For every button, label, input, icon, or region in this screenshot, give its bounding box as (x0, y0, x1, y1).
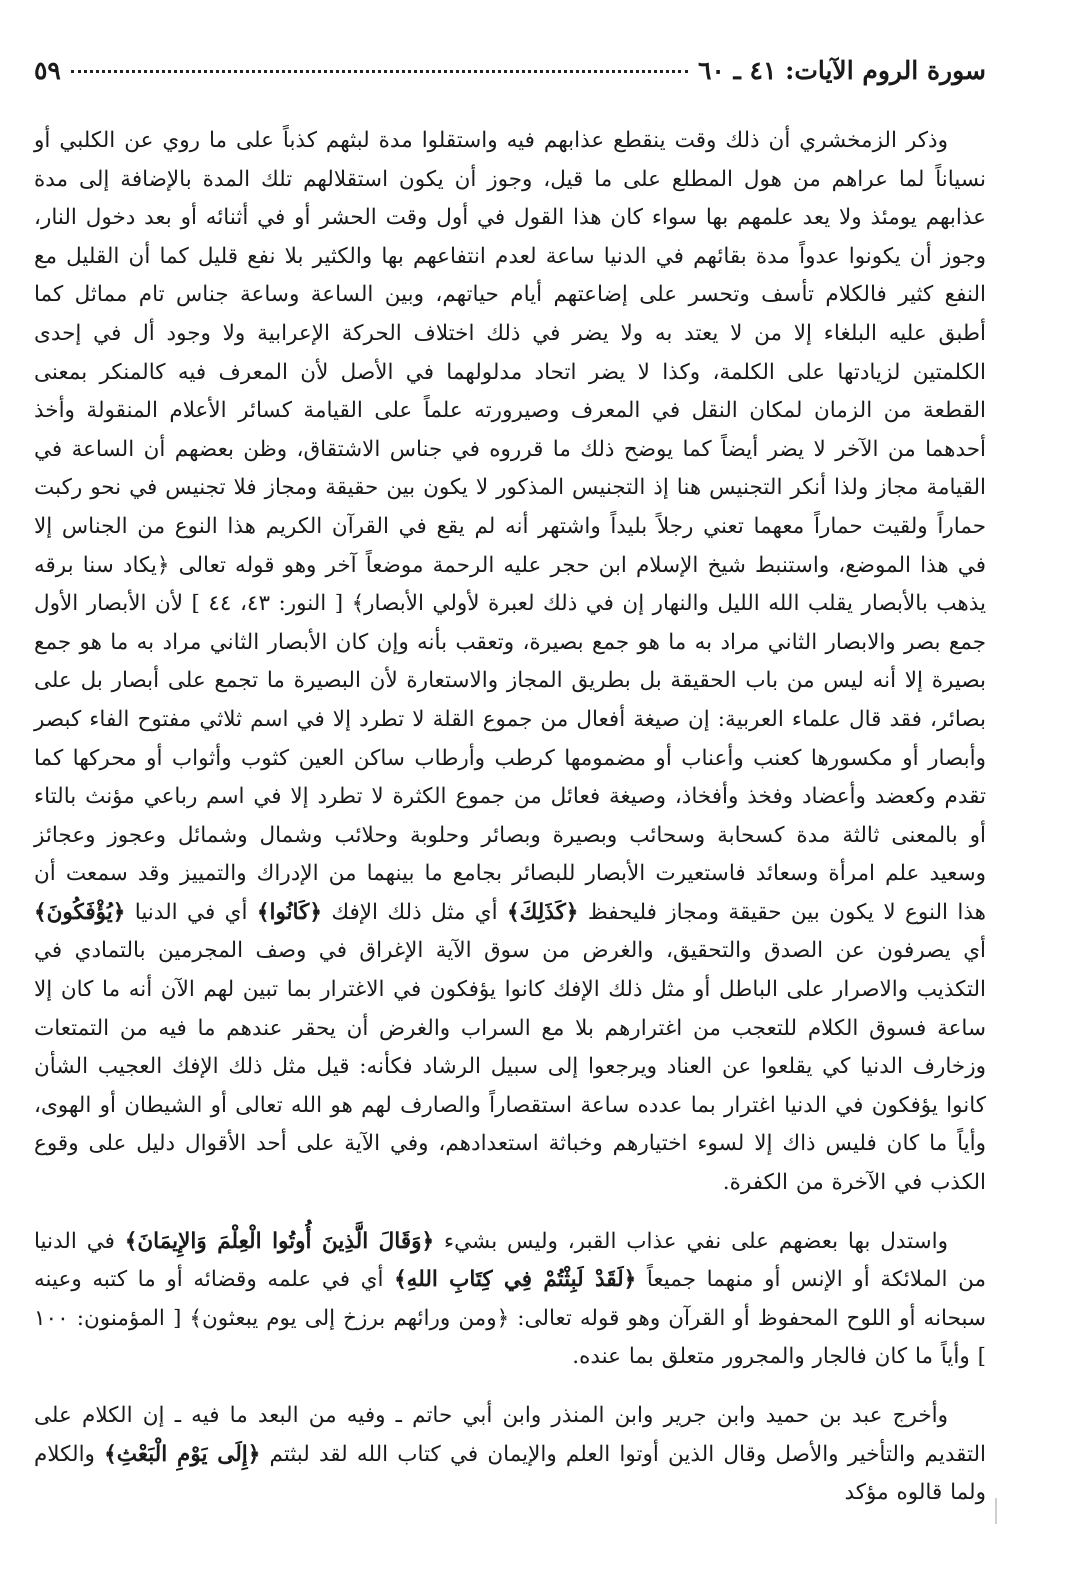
quran-verse: ﴿كَانُوا﴾ (256, 899, 322, 925)
running-header (34, 56, 986, 96)
text-segment: وأخرج عبد بن حميد وابن جرير وابن المنذر وابن أبي حاتم ـ وفيه من البعد ما فيه ـ إن الكلام على التقديم والتأخير والأصل وقال الذين أوتوا العلم والإيمان في كتاب الله لقد لبثتم (34, 1403, 986, 1467)
text-segment: في الدنيا من الملائكة أو الإنس أو منهما جميعاً (34, 1228, 986, 1293)
scan-mark (995, 1498, 997, 1524)
quran-verse: ﴿إِلَى يَوْمِ الْبَعْثِ﴾ (104, 1441, 261, 1467)
quran-verse: ﴿لَقَدْ لَبِثْتُمْ فِي كِتَابِ اللهِ﴾ (394, 1267, 637, 1293)
page-number: ٥٩ (34, 56, 61, 85)
paragraph-3 (34, 1397, 986, 1513)
quran-verse: ﴿وَقَالَ الَّذِينَ أُوتُوا الْعِلْمَ وَالإِيمَانَ﴾ (124, 1228, 435, 1254)
paragraph-2 (34, 1223, 986, 1377)
text-segment: والكلام ولما قالوه مؤكد (34, 1441, 986, 1506)
surah-title: سورة الروم الآيات: ٤١ ـ ٦٠ (697, 56, 986, 85)
paragraph-1 (34, 122, 986, 1203)
text-segment: أي يصرفون عن الصدق والتحقيق، والغرض من سوق الآية الإغراق في وصف المجرمين بالتمادي في التكذيب والاصرار على الباطل أو مثل ذلك الإفك كانوا يؤفكون في الاغترار بما تبين لهم الآن أنه ما كان إلا ساعة فسوق الكلام للتعجب من اغترارهم بلا مع السراب والغرض أن يحقر عندهم ما فيه من التمتعات وزخارف الدنيا كي يقلعوا عن العناد ويرجعوا إلى سبيل الرشاد فكأنه: قيل مثل ذلك الإفك العجيب الشأن كانوا يؤفكون في الدنيا اغترار بما عدده ساعة استقصاراً والصارف لهم هو الله تعالى أو الشيطان أو الهوى، وأياً ما كان فليس ذاك إلا لسوء اختيارهم وخباثة استعدادهم، وفي الآية على أحد الأقوال دليل على وقوع الكذب في الآخرة من الكفرة. (34, 938, 986, 1196)
text-segment: واستدل بها بعضهم على نفي عذاب القبر، وليس بشيء (434, 1228, 948, 1254)
dotted-leader (71, 70, 688, 73)
text-segment: أي مثل ذلك الإفك (321, 899, 508, 925)
quran-verse: ﴿يُؤْفَكُونَ﴾ (34, 899, 126, 925)
text-segment: أي في علمه وقضائه أو ما كتبه وعينه سبحانه أو اللوح المحفوظ أو القرآن وهو قوله تعالى: ﴿ومن ورائهم برزخ إلى يوم يبعثون﴾ [ المؤمنون: ١٠٠ ] وأياً ما كان فالجار والمجرور متعلق بما عنده. (34, 1267, 986, 1370)
book-page (34, 56, 986, 1513)
text-segment: أي في الدنيا (125, 899, 257, 925)
quran-verse: ﴿كَذَلِكَ﴾ (507, 899, 579, 925)
text-segment: وذكر الزمخشري أن ذلك وقت ينقطع عذابهم فيه واستقلوا مدة لبثهم كذباً على ما روي عن الكلبي أو نسياناً لما عراهم من هول المطلع على ما قيل، وجوز أن يكون استقلالهم تلك المدة بالإضافة إلى مدة عذابهم يومئذ ولا يعد علمهم بها سواء كان هذا القول في أول وقت الحشر أو في أثنائه أو بعد دخول النار، وجوز أن يكونوا عدواً مدة بقائهم في الدنيا ساعة لعدم انتفاعهم بها والكثير بلا نفع قليل كما أن القليل مع النفع كثير فالكلام تأسف وتحسر على إضاعتهم أيام حياتهم، وبين الساعة وساعة جناس تام مماثل كما أطبق عليه البلغاء إلا من لا يعتد به ولا يضر في ذلك اختلاف الحركة الإعرابية ولا وجود أل في إحدى الكلمتين لزيادتها على الكلمة، وكذا لا يضر اتحاد مدلولهما في الأصل لأن المعرف فيه كالمنكر بمعنى القطعة من الزمان لمكان النقل في المعرف وصيرورته علماً على القيامة كسائر الأعلام المنقولة وأخذ أحدهما من الآخر لا يضر أيضاً كما يوضح ذلك ما قرروه في جناس الاشتقاق، وظن بعضهم أن الساعة في القيامة مجاز ولذا أنكر التجنيس هنا إذ التجنيس المذكور لا يكون بين حقيقة ومجاز فلا تجنيس في نحو ركبت حماراً ولقيت حماراً معهما تعني رجلاً بليداً واشتهر أنه لم يقع في القرآن الكريم هذا النوع من الجناس إلا في هذا الموضع، واستنبط شيخ الإسلام ابن حجر عليه الرحمة موضعاً آخر وهو قوله تعالى ﴿يكاد سنا برقه يذهب بالأبصار يقلب الله الليل والنهار إن في ذلك لعبرة لأولي الأبصار﴾ [ النور: ٤٣، ٤٤ ] لأن الأبصار الأول جمع بصر والابصار الثاني مراد به ما هو جمع بصيرة، وتعقب بأنه وإن كان الأبصار الثاني مراد به ما هو جمع بصيرة إلا أنه ليس من باب الحقيقة بل بطريق المجاز والاستعارة لأن البصيرة ما تجمع على أبصار بل على بصائر، فقد قال علماء العربية: إن صيغة أفعال من جموع القلة لا تطرد إلا في اسم ثلاثي مفتوح الفاء كبصر وأبصار أو مكسورها كعنب وأعناب أو مضمومها كرطب وأرطاب ساكن العين كثوب وأثواب أو محركها كما تقدم وكعضد وأعضاد وفخذ وأفخاذ، وصيغة فعائل من جموع الكثرة لا تطرد إلا في اسم رباعي مؤنث بالتاء أو بالمعنى ثالثة مدة كسحابة وسحائب وبصيرة وبصائر وحلوبة وحلائب وشمال وشمائل وعجوز وعجائز وسعيد علم امرأة وسعائد فاستعيرت الأبصار للبصائر بجامع ما بينهما من الإدراك والتمييز وقد سمعت أن هذا النوع لا يكون بين حقيقة ومجاز فليحفظ (34, 128, 987, 925)
